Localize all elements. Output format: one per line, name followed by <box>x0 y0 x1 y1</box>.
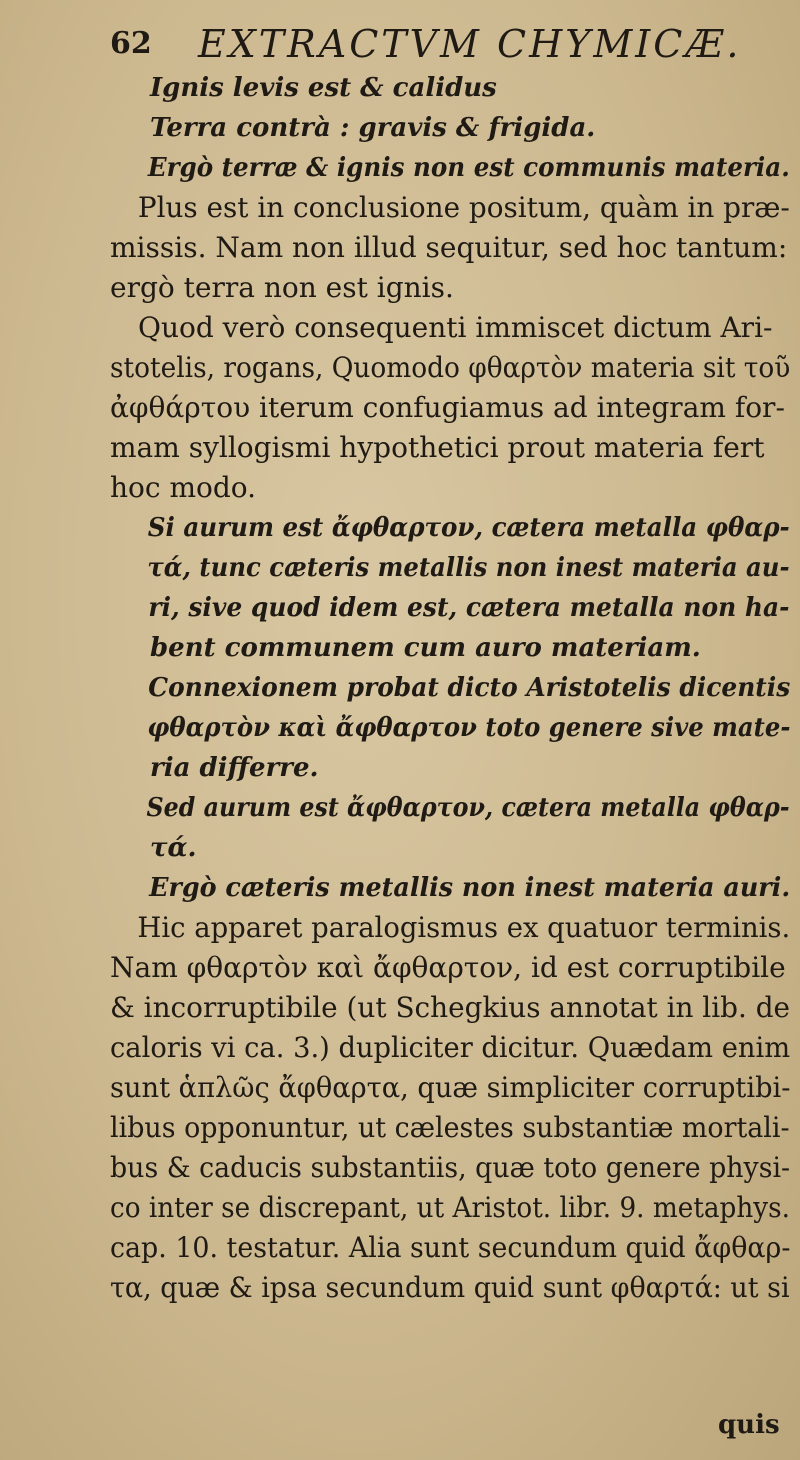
text-line: Connexionem probat dicto Aristotelis dicentis <box>148 673 791 703</box>
page-header <box>110 18 750 68</box>
text-line: ria differre. <box>150 753 319 783</box>
text-line: co inter se discrepant, ut Aristot. libr. 9. metaphys. <box>110 1191 790 1224</box>
text-line: Sed aurum est ἄφθαρτον, cætera metalla φθαρ- <box>146 793 790 823</box>
text-line: Plus est in conclusione positum, quàm in præ- <box>137 191 790 224</box>
text-line: caloris vi ca. 3.) dupliciter dicitur. Quædam enim <box>110 1031 791 1064</box>
text-line: ergò terra non est ignis. <box>110 271 454 304</box>
text-line: libus opponuntur, ut cælestes substantiæ mortali- <box>110 1111 790 1144</box>
text-line: τα, quæ & ipsa secundum quid sunt φθαρτά: ut si <box>110 1271 790 1304</box>
text-line: τά, tunc cæteris metallis non inest materia au- <box>147 553 790 583</box>
running-title: EXTRACTVM CHYMICÆ. <box>198 22 742 66</box>
text-line: φθαρτὸν καὶ ἄφθαρτον toto genere sive mate- <box>147 713 791 743</box>
page-number: 62 <box>110 26 152 61</box>
text-line: ἀφθάρτου iterum confugiamus ad integram for- <box>110 391 785 424</box>
text-line: cap. 10. testatur. Alia sunt secundum quid ἄφθαρ- <box>110 1231 791 1264</box>
text-line: Ergò terræ & ignis non est communis materia. <box>147 153 790 183</box>
text-line: bent communem cum auro materiam. <box>150 633 701 663</box>
text-line: Si aurum est ἄφθαρτον, cætera metalla φθαρ- <box>147 513 790 543</box>
text-body <box>110 68 790 1308</box>
text-line: Ergò cæteris metallis non inest materia auri. <box>149 873 791 903</box>
text-line: & incorruptibile (ut Schegkius annotat in lib. de <box>110 991 791 1024</box>
text-line: hoc modo. <box>110 471 257 504</box>
text-line: Nam φθαρτὸν καὶ ἄφθαρτον, id est corruptibile <box>110 951 786 984</box>
text-line: mam syllogismi hypothetici prout materia fert <box>110 431 765 464</box>
text-line: missis. Nam non illud sequitur, sed hoc tantum: <box>110 231 788 264</box>
text-line: Ignis levis est & calidus <box>150 73 497 103</box>
text-line: stotelis, rogans, Quomodo φθαρτὸν materia sit τοῦ <box>110 351 791 384</box>
text-line: τά. <box>150 833 197 863</box>
text-line: bus & caducis substantiis, quæ toto genere physi- <box>110 1151 791 1184</box>
text-line: Hic apparet paralogismus ex quatuor terminis. <box>137 911 791 944</box>
text-line: sunt ἁπλῶς ἄφθαρτα, quæ simpliciter corruptibi- <box>110 1071 791 1104</box>
text-line: Quod verò consequenti immiscet dictum Ari- <box>138 311 773 344</box>
catchword: quis <box>718 1410 780 1440</box>
text-line: ri, sive quod idem est, cætera metalla non ha- <box>148 593 790 623</box>
text-line: Terra contrà : gravis & frigida. <box>150 113 596 143</box>
